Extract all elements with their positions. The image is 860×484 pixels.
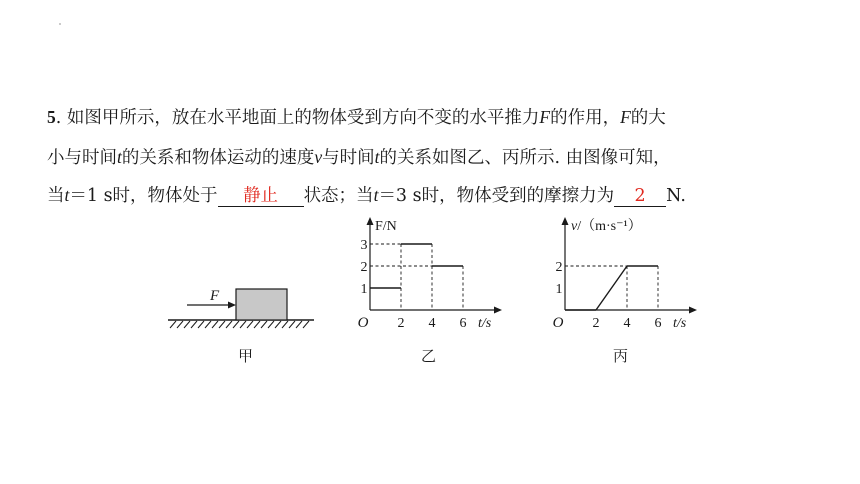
text-segment: 的关系和物体运动的速度 — [121, 148, 315, 168]
text-segment: ＝3 s时，物体受到的摩擦力为 — [378, 186, 615, 206]
question-line-3 — [47, 183, 686, 208]
x-tick-label: 2 — [592, 316, 600, 331]
variable-t: t — [373, 185, 379, 205]
x-tick-label: 6 — [654, 316, 662, 331]
question-line-1 — [47, 105, 666, 130]
variable-t: t — [374, 147, 380, 167]
y-axis-label-var: v — [571, 219, 578, 234]
variable-v: v — [314, 147, 323, 167]
x-tick-label: 6 — [459, 316, 467, 331]
y-tick-labels — [361, 238, 368, 297]
y-tick-label: 1 — [555, 282, 563, 297]
x-tick-labels — [398, 316, 467, 331]
text-segment: 的关系如图乙、丙所示. 由图像可知， — [379, 148, 671, 168]
chart-bing — [550, 213, 710, 338]
variable-t: t — [117, 147, 122, 167]
chart-grid — [370, 244, 463, 310]
x-axis-arrow — [494, 307, 502, 314]
block — [236, 289, 287, 320]
origin-label: O — [357, 315, 369, 331]
text-segment: N. — [666, 186, 686, 206]
answer-blank-2: 2 — [614, 186, 666, 207]
question-line-2 — [47, 145, 671, 170]
y-axis-label: F/N — [375, 219, 397, 234]
question-number: 5 — [47, 107, 56, 127]
figure-jia — [160, 275, 325, 335]
variable-F: F — [620, 107, 631, 127]
x-axis-label: t/s — [673, 316, 687, 331]
y-axis-label-unit: /（m·s⁻¹） — [577, 219, 642, 234]
y-tick-labels — [556, 260, 563, 297]
text-segment: 的大 — [630, 108, 666, 128]
text-segment: 当 — [47, 186, 65, 206]
force-label: F — [210, 288, 220, 304]
text-segment: 的作用， — [550, 108, 621, 128]
decorative-dot — [59, 23, 61, 25]
chart-yi — [355, 213, 505, 338]
text-segment: ＝1 s时，物体处于 — [69, 186, 218, 206]
text-segment: 小与时间 — [47, 148, 117, 168]
y-tick-label: 3 — [360, 238, 368, 253]
caption-jia: 甲 — [238, 347, 254, 365]
y-tick-label: 1 — [360, 282, 368, 297]
y-axis-arrow — [367, 217, 374, 225]
force-arrowhead — [228, 302, 236, 309]
y-axis-arrow — [562, 217, 569, 225]
ground-hatching — [170, 321, 309, 328]
x-tick-labels — [593, 316, 662, 331]
y-tick-label: 2 — [360, 260, 368, 275]
data-segment — [596, 266, 627, 310]
x-axis-arrow — [689, 307, 697, 314]
chart-series — [565, 266, 658, 310]
y-tick-label: 2 — [555, 260, 563, 275]
x-tick-label: 2 — [397, 316, 405, 331]
caption-yi: 乙 — [421, 347, 437, 365]
text-segment: 状态；当 — [303, 186, 374, 206]
origin-label: O — [552, 315, 564, 331]
x-tick-label: 4 — [428, 316, 436, 331]
answer-blank-1: 静止 — [218, 186, 304, 207]
variable-t: t — [64, 185, 70, 205]
x-axis-label: t/s — [478, 316, 492, 331]
caption-bing: 丙 — [613, 347, 629, 365]
y-axis-label — [571, 218, 642, 234]
x-tick-label: 4 — [623, 316, 631, 331]
text-segment: 与时间 — [322, 148, 375, 168]
text-segment: . 如图甲所示，放在水平地面上的物体受到方向不变的水平推力 — [55, 108, 540, 128]
variable-F: F — [539, 107, 551, 127]
